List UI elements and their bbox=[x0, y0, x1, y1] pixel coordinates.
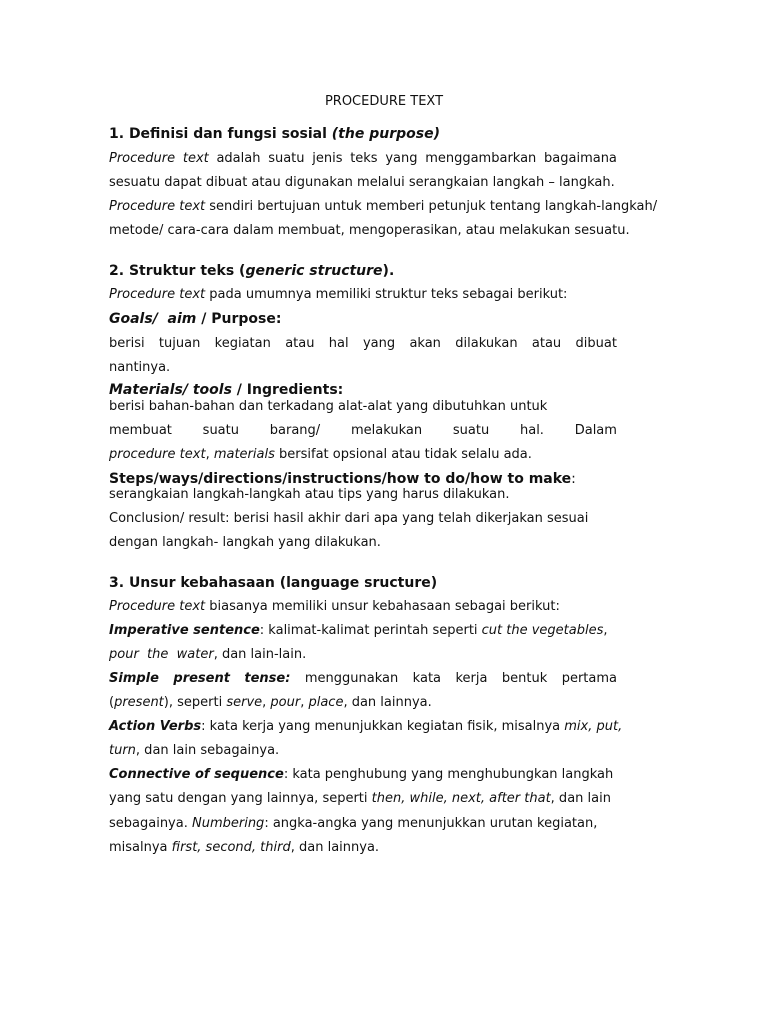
s2-intro: Procedure text pada umumnya memiliki struktur teks sebagai berikut: bbox=[109, 287, 568, 302]
simple-present-line-2: (present), seperti serve, pour, place, dan lainnya. bbox=[109, 695, 432, 710]
section-1-heading: 1. Definisi dan fungsi sosial (the purpose) bbox=[109, 126, 440, 142]
s1-paragraph-line-1: Procedure text adalah suatu jenis teks yang menggambarkan bagaimana bbox=[109, 151, 617, 166]
materials-heading: Materials/ tools / Ingredients: bbox=[109, 382, 344, 398]
imperative-line-2: pour the water, dan lain-lain. bbox=[109, 647, 307, 662]
section-3-heading: 3. Unsur kebahasaan (language sructure) bbox=[109, 575, 438, 591]
goals-line-2: nantinya. bbox=[109, 360, 171, 375]
section-2-heading: 2. Struktur teks (generic structure). bbox=[109, 263, 395, 279]
imperative-line-1: Imperative sentence: kalimat-kalimat perintah seperti cut the vegetables, bbox=[109, 623, 608, 638]
connective-line-2: yang satu dengan yang lainnya, seperti then, while, next, after that, dan lain bbox=[109, 791, 611, 806]
connective-line-1: Connective of sequence: kata penghubung yang menghubungkan langkah bbox=[109, 767, 614, 782]
action-verbs-line-1: Action Verbs: kata kerja yang menunjukkan kegiatan fisik, misalnya mix, put, bbox=[109, 719, 623, 734]
steps-line-1: serangkaian langkah-langkah atau tips yang harus dilakukan. bbox=[109, 487, 510, 502]
action-verbs-line-2: turn, dan lain sebagainya. bbox=[109, 743, 280, 758]
s3-intro: Procedure text biasanya memiliki unsur kebahasaan sebagai berikut: bbox=[109, 599, 560, 614]
s1-paragraph-line-4: metode/ cara-cara dalam membuat, mengoperasikan, atau melakukan sesuatu. bbox=[109, 223, 630, 238]
connective-line-3: sebagainya. Numbering: angka-angka yang menunjukkan urutan kegiatan, bbox=[109, 816, 598, 831]
s1-paragraph-line-2: sesuatu dapat dibuat atau digunakan melalui serangkaian langkah – langkah. bbox=[109, 175, 615, 190]
steps-heading: Steps/ways/directions/instructions/how to do/how to make: bbox=[109, 471, 576, 487]
materials-line-3: procedure text, materials bersifat opsional atau tidak selalu ada. bbox=[109, 447, 532, 462]
materials-line-1: berisi bahan-bahan dan terkadang alat-alat yang dibutuhkan untuk bbox=[109, 399, 548, 414]
materials-line-2: membuat suatu barang/ melakukan suatu hal. Dalam bbox=[109, 423, 617, 438]
conclusion-line-2: dengan langkah- langkah yang dilakukan. bbox=[109, 535, 381, 550]
goals-heading: Goals/ aim / Purpose: bbox=[109, 311, 282, 327]
s1-paragraph-line-3: Procedure text sendiri bertujuan untuk memberi petunjuk tentang langkah-langkah/ bbox=[109, 199, 658, 214]
goals-line-1: berisi tujuan kegiatan atau hal yang akan dilakukan atau dibuat bbox=[109, 336, 617, 351]
connective-line-4: misalnya first, second, third, dan lainnya. bbox=[109, 840, 380, 855]
simple-present-line-1: Simple present tense: menggunakan kata kerja bentuk pertama bbox=[109, 671, 617, 686]
conclusion-line-1: Conclusion/ result: berisi hasil akhir dari apa yang telah dikerjakan sesuai bbox=[109, 511, 589, 526]
page-title: PROCEDURE TEXT bbox=[324, 94, 444, 109]
